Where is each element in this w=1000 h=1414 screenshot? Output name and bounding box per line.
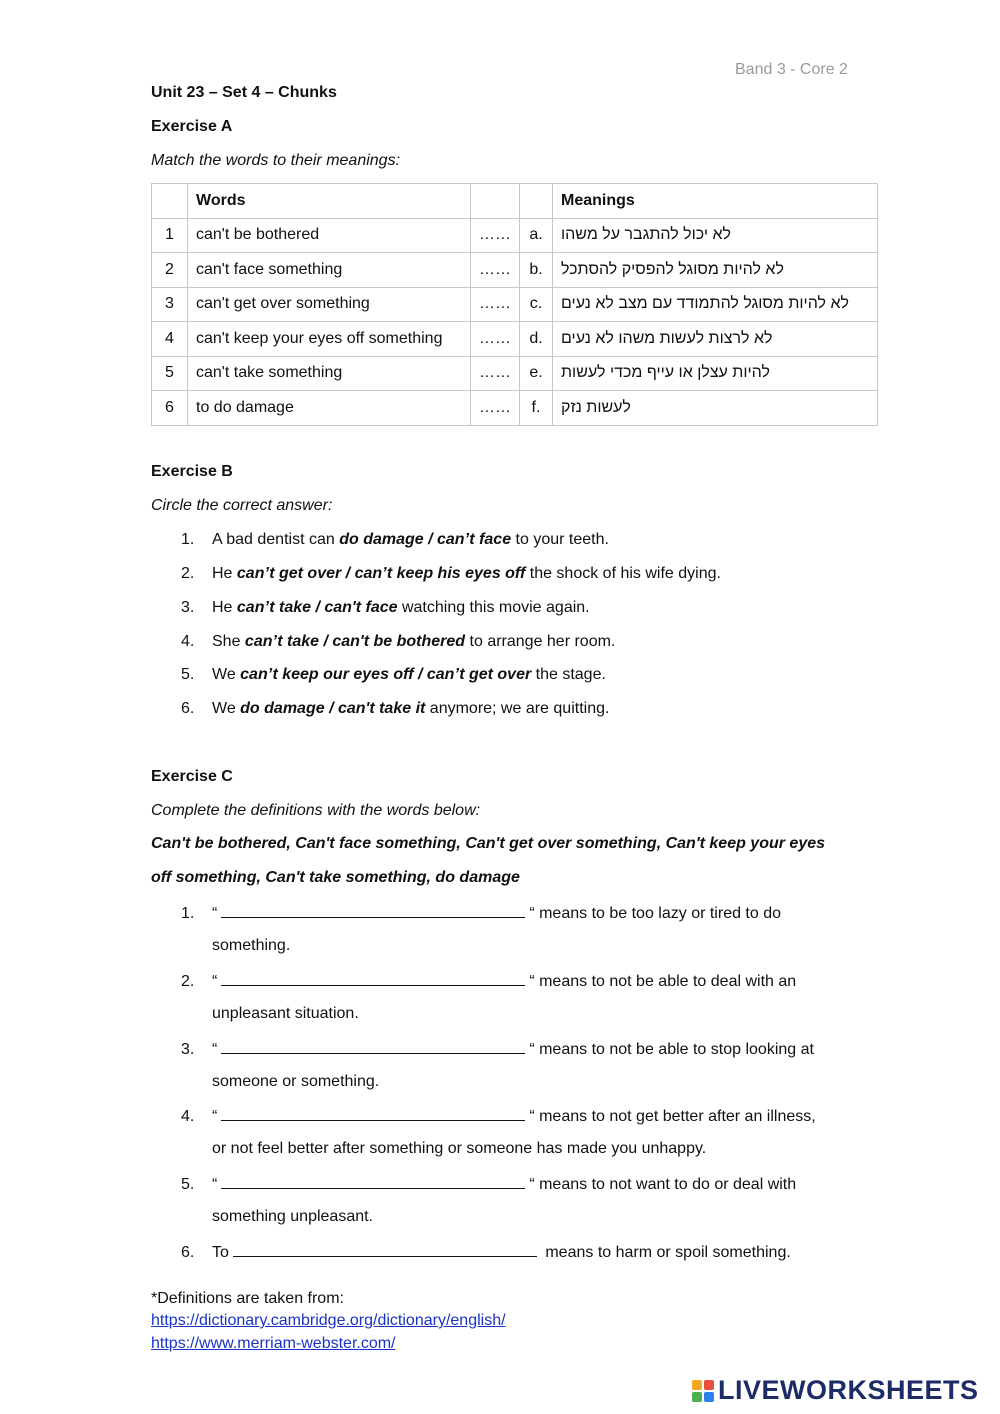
logo-square-4 — [704, 1392, 714, 1402]
definition-item: 6. To means to harm or spoil something. — [181, 1244, 791, 1261]
exercise-c-heading: Exercise C — [151, 768, 233, 785]
definition-item: 4. “ “ means to not get better after an illness, — [181, 1108, 816, 1125]
answer-blank[interactable]: …… — [471, 287, 520, 322]
logo-square-2 — [704, 1380, 714, 1390]
sources-label: *Definitions are taken from: — [151, 1290, 344, 1307]
logo-square-3 — [692, 1392, 702, 1402]
meanings-header: Meanings — [553, 184, 878, 219]
answer-options[interactable]: do damage / can’t face — [339, 531, 512, 548]
definition-continuation: someone or something. — [212, 1073, 380, 1090]
answer-blank[interactable]: …… — [471, 356, 520, 391]
logo-text: LIVEWORKSHEETS — [718, 1375, 979, 1405]
question-item: 3. He can’t take / can't face watching this movie again. — [181, 599, 590, 616]
table-row: 5 can't take something …… e. להיות עצלן או עייף מכדי לעשות — [152, 356, 878, 391]
answer-options[interactable]: do damage / can't take it — [240, 700, 426, 717]
definition-blank[interactable] — [233, 1242, 537, 1257]
table-header-row — [152, 184, 878, 219]
page-title: Unit 23 – Set 4 – Chunks — [151, 84, 337, 101]
cambridge-link[interactable]: https://dictionary.cambridge.org/dictionary/english/ — [151, 1312, 506, 1329]
words-header: Words — [188, 184, 471, 219]
band-label: Band 3 - Core 2 — [735, 61, 848, 78]
logo-mark-icon — [692, 1380, 714, 1402]
table-row: 1 can't be bothered …… a. לא יכול להתגבר על משהו — [152, 218, 878, 253]
definition-item: 1. “ “ means to be too lazy or tired to do — [181, 905, 782, 922]
answer-options[interactable]: can’t get over / can’t keep his eyes off — [236, 565, 526, 582]
table-row: 6 to do damage …… f. לעשות נזק — [152, 391, 878, 426]
answer-blank[interactable]: …… — [471, 253, 520, 288]
answer-options[interactable]: can’t take / can't be bothered — [244, 633, 466, 650]
table-row: 3 can't get over something …… c. לא להיות מסוגל להתמודד עם מצב לא נעים — [152, 287, 878, 322]
table-row: 2 can't face something …… b. לא להיות מסוגל להפסיק להסתכל — [152, 253, 878, 288]
definition-item: 3. “ “ means to not be able to stop looking at — [181, 1041, 814, 1058]
exercise-b-instruction: Circle the correct answer: — [151, 497, 333, 514]
definition-continuation: or not feel better after something or someone has made you unhappy. — [212, 1140, 707, 1157]
merriam-webster-link[interactable]: https://www.merriam-webster.com/ — [151, 1335, 396, 1352]
answer-options[interactable]: can’t take / can't face — [236, 599, 398, 616]
definition-continuation: something unpleasant. — [212, 1208, 373, 1225]
answer-options[interactable]: can’t keep our eyes off / can’t get over — [240, 666, 532, 683]
definition-item: 5. “ “ means to not want to do or deal with — [181, 1176, 797, 1193]
question-item: 5. We can’t keep our eyes off / can’t get over the stage. — [181, 666, 606, 683]
word-bank-line-2: off something, Can't take something, do damage — [151, 869, 520, 886]
question-item: 2. He can’t get over / can’t keep his eyes off the shock of his wife dying. — [181, 565, 721, 582]
exercise-a-instruction: Match the words to their meanings: — [151, 152, 401, 169]
logo-square-1 — [692, 1380, 702, 1390]
question-item: 4. She can’t take / can't be bothered to arrange her room. — [181, 633, 616, 650]
matching-table — [151, 183, 878, 426]
liveworksheets-logo — [692, 1375, 979, 1406]
table-row: 4 can't keep your eyes off something …… d. לא לרצות לעשות משהו לא נעים — [152, 322, 878, 357]
answer-blank[interactable]: …… — [471, 391, 520, 426]
definition-continuation: unpleasant situation. — [212, 1005, 359, 1022]
definition-continuation: something. — [212, 937, 291, 954]
definition-blank[interactable] — [221, 1106, 525, 1121]
definition-blank[interactable] — [221, 903, 525, 918]
definition-item: 2. “ “ means to not be able to deal with an — [181, 973, 797, 990]
exercise-a-heading: Exercise A — [151, 118, 233, 135]
answer-blank[interactable]: …… — [471, 218, 520, 253]
exercise-b-heading: Exercise B — [151, 463, 233, 480]
exercise-c-instruction: Complete the definitions with the words below: — [151, 802, 481, 819]
question-item: 1. A bad dentist can do damage / can’t face to your teeth. — [181, 531, 609, 548]
word-bank-line-1: Can't be bothered, Can't face something, Can't get over something, Can't keep your eyes — [151, 835, 826, 852]
answer-blank[interactable]: …… — [471, 322, 520, 357]
definition-blank[interactable] — [221, 1174, 525, 1189]
definition-blank[interactable] — [221, 1039, 525, 1054]
definition-blank[interactable] — [221, 971, 525, 986]
question-item: 6. We do damage / can't take it anymore; we are quitting. — [181, 700, 610, 717]
